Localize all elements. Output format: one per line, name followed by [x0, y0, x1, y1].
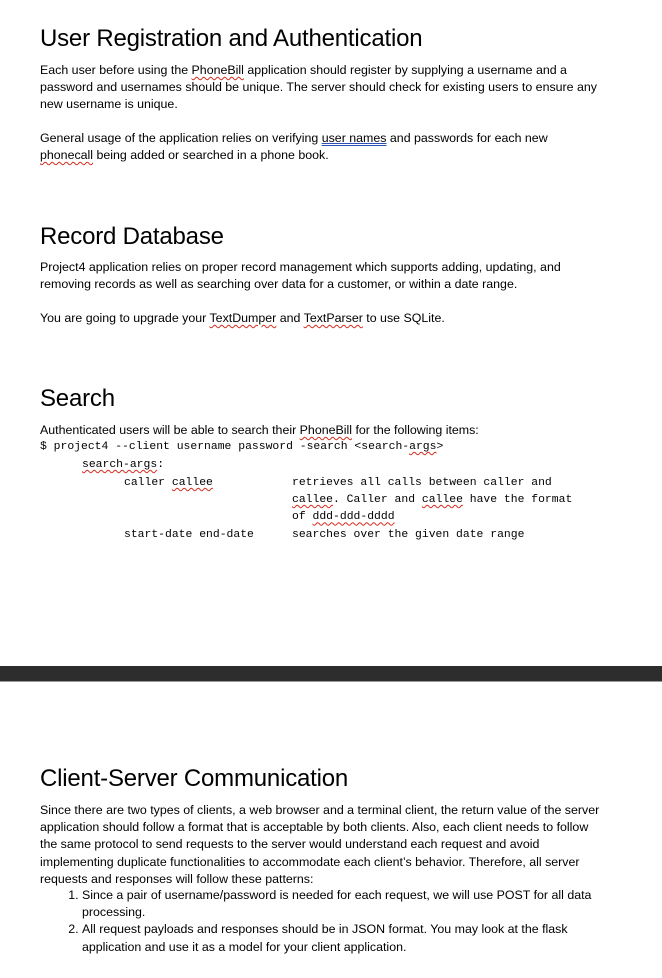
code-run: :: [157, 459, 165, 471]
page-separator: [0, 666, 662, 682]
text-run: Each user before using the: [40, 63, 192, 77]
grammar-check-word[interactable]: user names: [321, 131, 387, 145]
code-desc-date-range: [292, 527, 592, 544]
spellcheck-word[interactable]: callee: [421, 494, 463, 507]
spellcheck-word[interactable]: callee: [292, 494, 334, 507]
heading-record-database: Record Database: [40, 223, 224, 250]
paragraph-general-usage: [40, 130, 600, 164]
spellcheck-word[interactable]: PhoneBill: [299, 423, 353, 437]
text-run: to use SQLite.: [362, 311, 445, 325]
paragraph-record-management: Project4 application relies on proper record management which supports adding, updating, and removing records as well as searching over data for a customer, or within a date range.: [40, 260, 561, 292]
text-run: General usage of the application relies on verifying: [40, 131, 322, 145]
code-run: caller: [124, 477, 172, 489]
spellcheck-word[interactable]: TextDumper: [209, 311, 277, 325]
text-run: for the following items:: [352, 423, 479, 437]
heading-user-registration: User Registration and Authentication: [40, 25, 423, 52]
code-run: . Caller and: [333, 494, 422, 507]
code-desc-caller-callee: [292, 475, 592, 527]
code-run: have the format of: [292, 494, 573, 524]
text-run: and passwords for each new: [386, 131, 548, 145]
list-item: 2. All request payloads and responses should be in JSON format. You may look at the flask application and use it as a model for your client application.: [82, 921, 600, 955]
spellcheck-word[interactable]: TextParser: [303, 311, 363, 325]
text-run: and: [276, 311, 304, 325]
patterns-list: [40, 887, 600, 956]
spellcheck-word[interactable]: ddd-ddd-dddd: [312, 511, 395, 524]
spellcheck-word[interactable]: args: [409, 441, 437, 453]
text-run: application should register by supplying a username and a password and usernames should be unique. The server should check for existing users to ensure any new username is unique.: [40, 63, 597, 112]
spellcheck-word[interactable]: callee: [171, 477, 213, 489]
paragraph-search-intro: [40, 422, 600, 439]
spellcheck-word[interactable]: PhoneBill: [191, 63, 244, 77]
heading-client-server: Client-Server Communication: [40, 765, 349, 792]
code-run: $ project4 --client username password -search <search-: [40, 441, 410, 453]
document-page-2: [0, 682, 662, 978]
code-arg-caller-callee: [124, 475, 213, 492]
code-args-label: [82, 457, 164, 474]
spellcheck-word[interactable]: phonecall: [40, 148, 94, 163]
paragraph-registration: [40, 62, 600, 114]
code-run: start-date end-date: [124, 529, 254, 541]
spellcheck-word[interactable]: search-args: [82, 459, 158, 471]
text-run: Authenticated users will be able to search their: [40, 423, 300, 437]
text-run: being added or searched in a phone book.: [93, 148, 329, 163]
code-run: >: [436, 441, 444, 453]
code-arg-date-range: [124, 527, 254, 544]
code-run: retrieves all calls between caller and: [292, 477, 552, 489]
code-command-line: [40, 439, 443, 456]
text-run: You are going to upgrade your: [40, 311, 210, 325]
paragraph-upgrade: [40, 310, 600, 327]
code-run: searches over the given date range: [292, 529, 525, 541]
heading-search: Search: [40, 385, 115, 412]
paragraph-client-server: Since there are two types of clients, a web browser and a terminal client, the return value of the server application should follow a format that is acceptable by both clients. Also, each client needs to follow the same protocol to send requests to the server would understand each request and avoid implementing duplicate functionalities to accommodate each client’s behavior. Therefore, all server requests and responses will follow these patterns:: [40, 803, 600, 886]
list-item: 1. Since a pair of username/password is needed for each request, we will use POST for all data processing.: [82, 887, 600, 921]
